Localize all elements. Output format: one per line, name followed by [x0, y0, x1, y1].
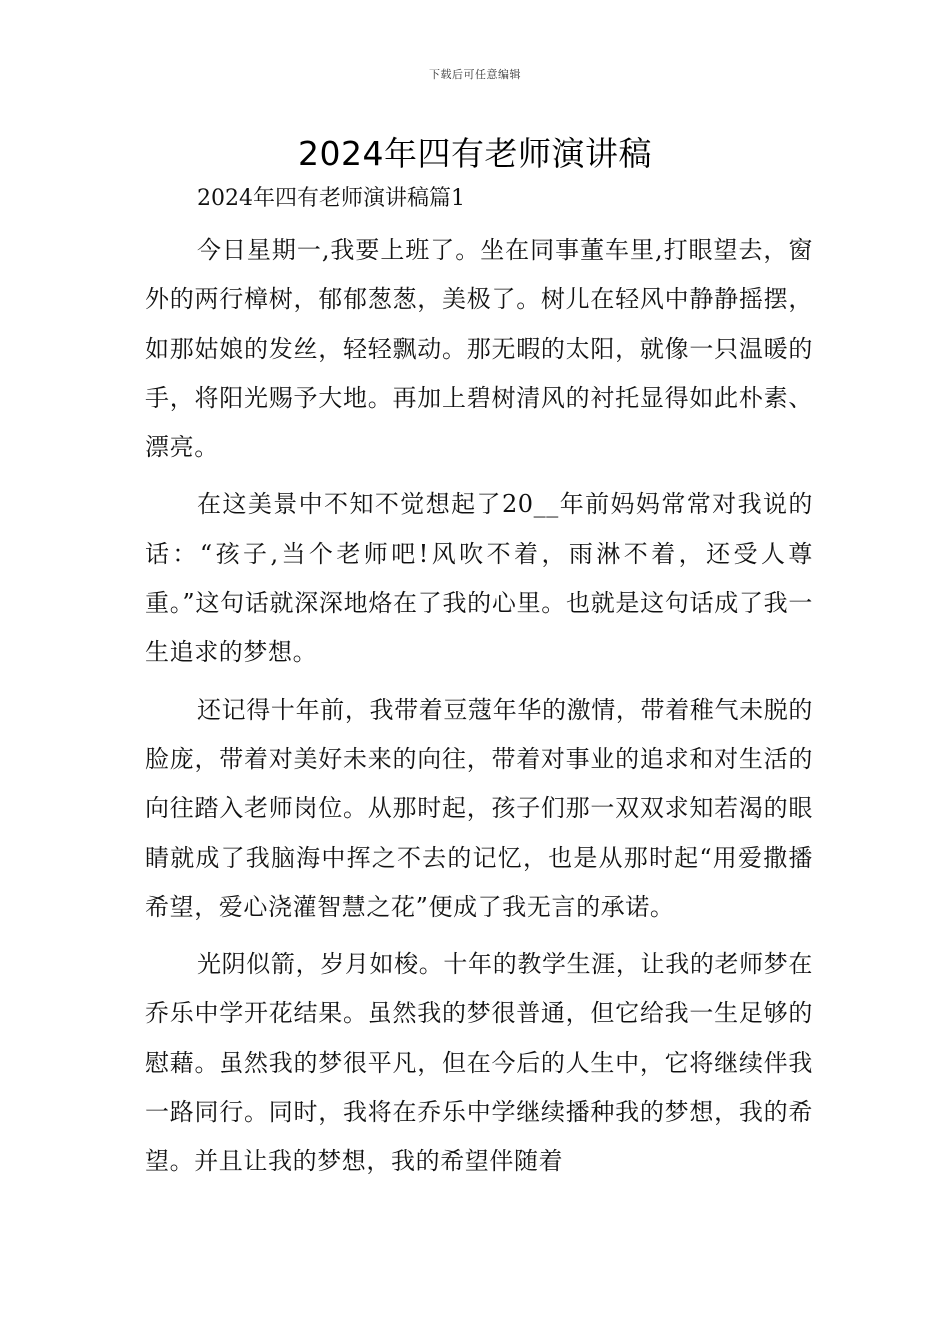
- paragraph: 还记得十年前，我带着豆蔻年华的激情，带着稚气未脱的脸庞，带着对美好未来的向往，带着对事业的追求和对生活的向往踏入老师岗位。从那时起，孩子们那一双双求知若渴的眼睛就成了我脑海中挥之不去的记忆，也是从那时起“用爱撒播希望，爱心浇灌智慧之花”便成了我无言的承诺。: [145, 695, 813, 921]
- document-body: [145, 178, 813, 1187]
- paragraph: 在这美景中不知不觉想起了20__年前妈妈常常对我说的话：“孩子,当个老师吧!风吹不着，雨淋不着，还受人尊重。”这句话就深深地烙在了我的心里。也就是这句话成了我一生追求的梦想。: [145, 490, 813, 667]
- document-title: 2024年四有老师演讲稿: [298, 134, 652, 173]
- paragraph: 光阴似箭，岁月如梭。十年的教学生涯，让我的老师梦在乔乐中学开花结果。虽然我的梦很普通，但它给我一生足够的慰藉。虽然我的梦很平凡，但在今后的人生中，它将继续伴我一路同行。同时，我将在乔乐中学继续播种我的梦想，我的希望。并且让我的梦想，我的希望伴随着: [145, 950, 813, 1176]
- section-subtitle: 2024年四有老师演讲稿篇1: [197, 186, 465, 211]
- header-note: 下载后可任意编辑: [429, 68, 521, 81]
- paragraph: 今日星期一,我要上班了。坐在同事董车里,打眼望去，窗外的两行樟树，郁郁葱葱，美极了。树儿在轻风中静静摇摆，如那姑娘的发丝，轻轻飘动。那无暇的太阳，就像一只温暖的手，将阳光赐予大地。再加上碧树清风的衬托显得如此朴素、漂亮。: [145, 236, 813, 462]
